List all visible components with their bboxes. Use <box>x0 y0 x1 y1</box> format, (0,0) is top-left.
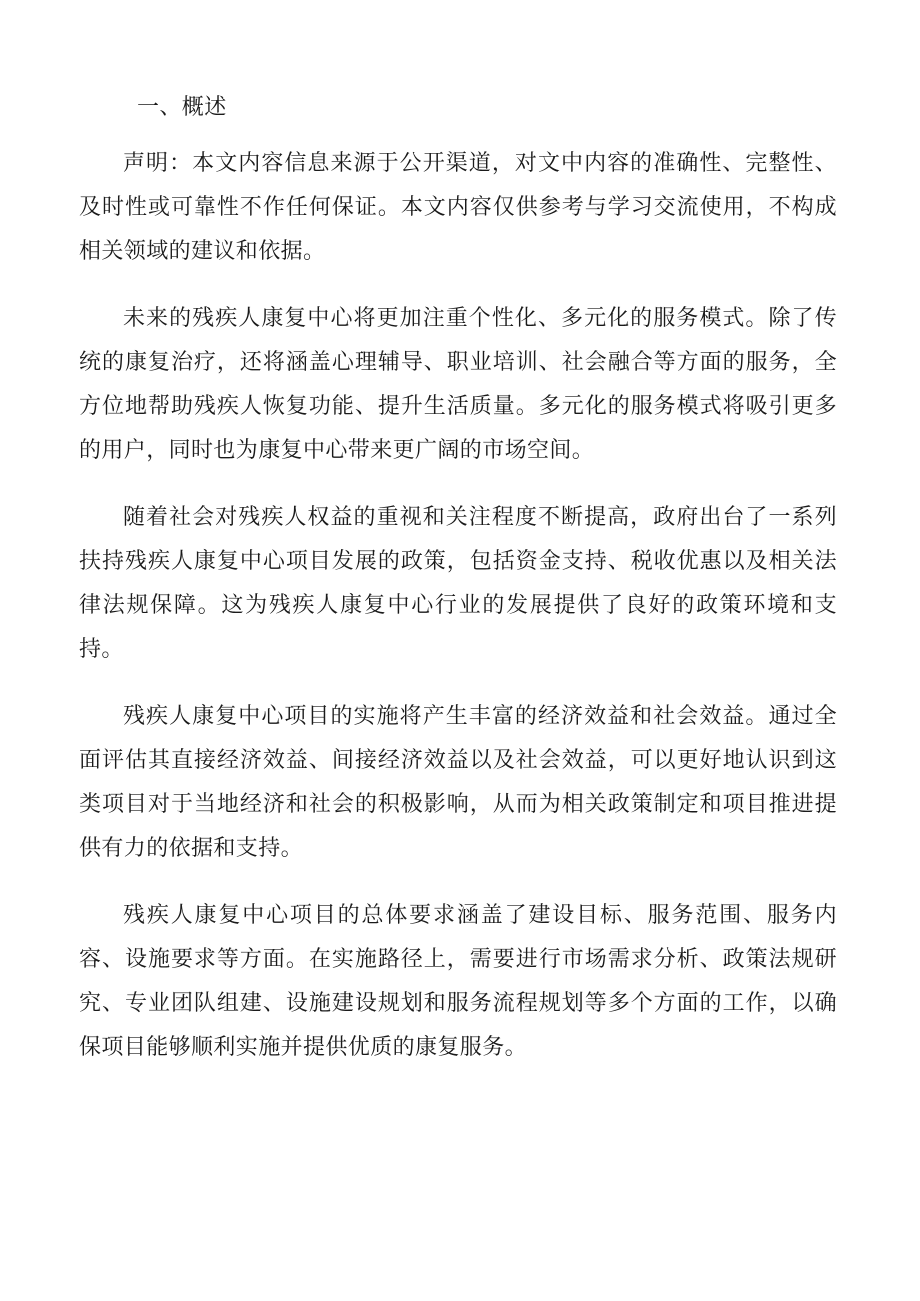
body-paragraph: 未来的残疾人康复中心将更加注重个性化、多元化的服务模式。除了传统的康复治疗，还将涵盖心理辅导、职业培训、社会融合等方面的服务，全方位地帮助残疾人恢复功能、提升生活质量。多元化的服务模式将吸引更多的用户，同时也为康复中心带来更广阔的市场空间。 <box>79 306 837 463</box>
body-paragraph: 随着社会对残疾人权益的重视和关注程度不断提高，政府出台了一系列扶持残疾人康复中心项目发展的政策，包括资金支持、税收优惠以及相关法律法规保障。这为残疾人康复中心行业的发展提供了良好的政策环境和支持。 <box>79 505 837 662</box>
disclaimer-paragraph: 声明：本文内容信息来源于公开渠道，对文中内容的准确性、完整性、及时性或可靠性不作任何保证。本文内容仅供参考与学习交流使用，不构成相关领域的建议和依据。 <box>79 151 837 264</box>
body-paragraph: 残疾人康复中心项目的实施将产生丰富的经济效益和社会效益。通过全面评估其直接经济效益、间接经济效益以及社会效益，可以更好地认识到这类项目对于当地经济和社会的积极影响，从而为相关政策制定和项目推进提供有力的依据和支持。 <box>79 704 837 861</box>
document-body <box>79 86 837 1093</box>
body-paragraph: 残疾人康复中心项目的总体要求涵盖了建设目标、服务范围、服务内容、设施要求等方面。在实施路径上，需要进行市场需求分析、政策法规研究、专业团队组建、设施建设规划和服务流程规划等多个方面的工作，以确保项目能够顺利实施并提供优质的康复服务。 <box>79 903 837 1060</box>
section-heading: 一、概述 <box>137 95 227 120</box>
